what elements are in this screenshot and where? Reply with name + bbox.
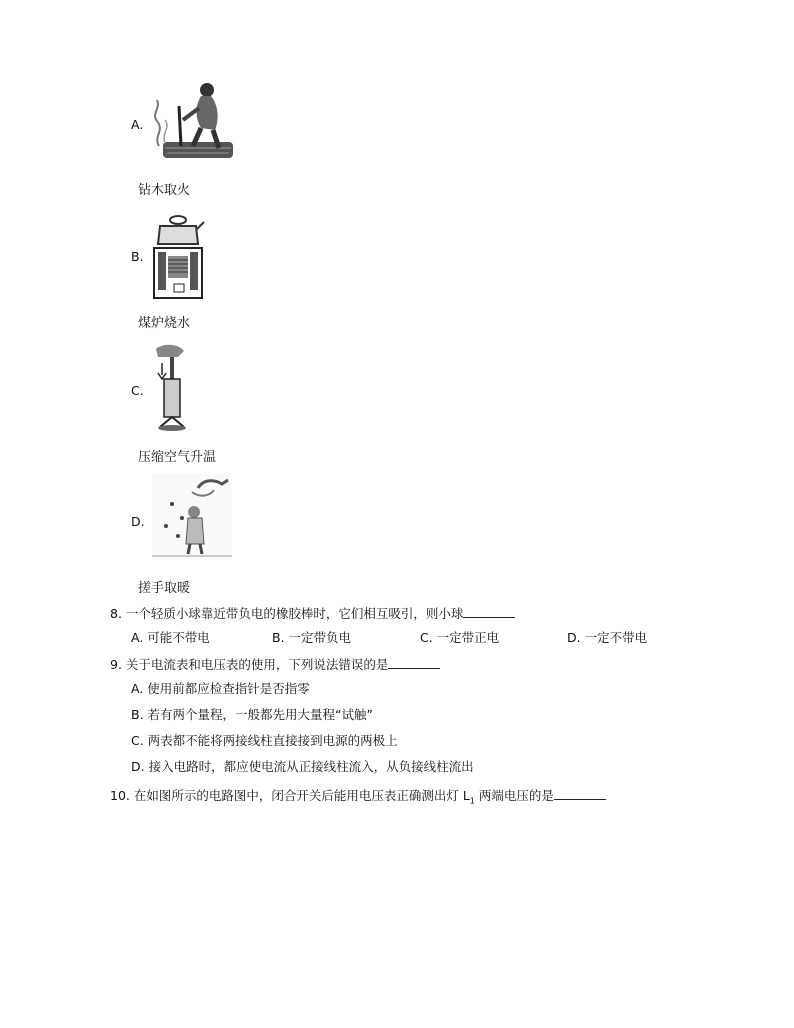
answer-blank [388, 657, 440, 669]
option-a-caption: 钻木取火 [138, 183, 191, 198]
option-c-letter: C. [131, 383, 144, 398]
q8-choice-a: A. 可能不带电 [131, 630, 210, 645]
q9-choice-a: A. 使用前都应检查指针是否指零 [131, 681, 310, 696]
option-b-caption: 煤炉烧水 [138, 316, 191, 331]
lamp-subscript: 1 [469, 796, 475, 806]
air-compression-syringe-picture [148, 341, 188, 433]
answer-blank [463, 606, 515, 618]
question-10-text-end: 两端电压的是 [474, 788, 554, 803]
option-c-caption: 压缩空气升温 [138, 450, 217, 465]
answer-blank [554, 788, 606, 800]
question-10-stem [110, 786, 606, 806]
option-d-caption: 搓手取暖 [138, 581, 191, 596]
coal-stove-kettle-picture [150, 208, 206, 300]
drilling-wood-fire-picture [149, 76, 235, 164]
question-8-stem [110, 604, 515, 622]
q9-choice-c: C. 两表都不能将两接线柱直接接到电源的两极上 [131, 733, 398, 748]
question-8-text: 8. 一个轻质小球靠近带负电的橡胶棒时，它们相互吸引，则小球 [110, 606, 464, 621]
option-a-letter: A. [131, 117, 144, 132]
rubbing-hands-warm-picture [152, 474, 232, 560]
q8-choice-d: D. 一定不带电 [567, 630, 648, 645]
q9-choice-d: D. 接入电路时，都应使电流从正接线柱流入，从负接线柱流出 [131, 759, 474, 774]
q8-choice-b: B. 一定带负电 [272, 630, 352, 645]
q8-choice-c: C. 一定带正电 [420, 630, 500, 645]
option-d-letter: D. [131, 514, 145, 529]
option-b-letter: B. [131, 249, 144, 264]
q9-choice-b: B. 若有两个量程，一般都先用大量程“试触” [131, 707, 373, 722]
question-9-stem [110, 655, 440, 673]
question-10-text: 10. 在如图所示的电路图中，闭合开关后能用电压表正确测出灯 L [110, 788, 470, 803]
question-9-text: 9. 关于电流表和电压表的使用，下列说法错误的是 [110, 657, 389, 672]
